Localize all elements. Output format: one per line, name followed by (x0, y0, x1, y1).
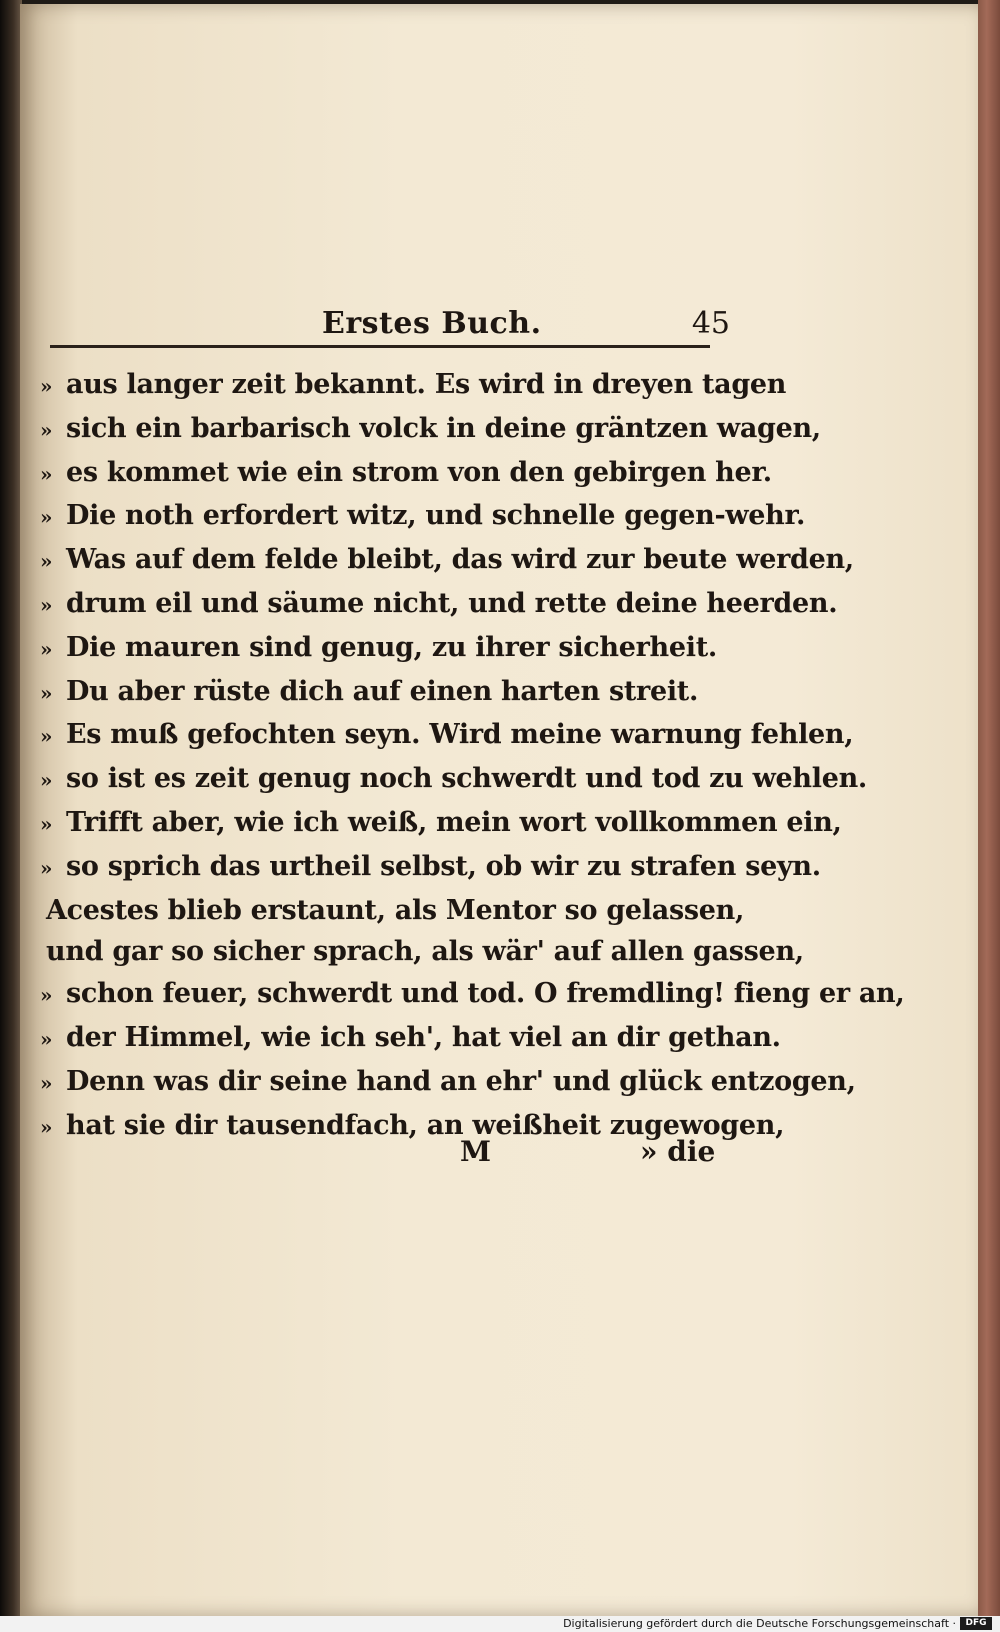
quote-mark: » (40, 636, 53, 661)
text-line (40, 495, 806, 539)
book-cover-edge (978, 0, 1000, 1632)
signature-mark: M (460, 1135, 491, 1168)
footer-credit: Digitalisierung gefördert durch die Deutsche Forschungsgemeinschaft · (563, 1617, 956, 1630)
text-line (40, 890, 745, 932)
line-text: Es muß gefochten seyn. Wird meine warnung fehlen, (66, 719, 854, 751)
text-line (40, 846, 821, 890)
quote-mark: » (40, 1114, 53, 1139)
line-text: drum eil und säume nicht, und rette deine heerden. (66, 587, 838, 619)
line-text: es kommet wie ein strom von den gebirgen her. (66, 456, 772, 488)
header-rule (50, 345, 710, 348)
line-text: Die mauren sind genug, zu ihrer sicherheit. (66, 631, 717, 663)
text-line (40, 758, 868, 802)
quote-mark: » (40, 549, 53, 574)
quote-mark: » (40, 417, 53, 442)
book-spine (0, 0, 22, 1632)
text-line (40, 364, 787, 408)
line-text: Denn was dir seine hand an ehr' und glück entzogen, (66, 1065, 856, 1097)
line-text: sich ein barbarisch volck in deine gräntzen wagen, (66, 412, 821, 444)
verse-text (40, 364, 905, 1148)
quote-mark: » (40, 1070, 53, 1095)
page-number: 45 (691, 306, 730, 341)
text-line (40, 408, 821, 452)
line-text: Du aber rüste dich auf einen harten streit. (66, 675, 699, 707)
line-text: und gar so sicher sprach, als wär' auf allen gassen, (46, 936, 804, 968)
quote-mark: » (40, 680, 53, 705)
running-title: Erstes Buch. (322, 306, 542, 341)
line-text: so sprich das urtheil selbst, ob wir zu strafen seyn. (66, 850, 821, 882)
text-line (40, 1105, 785, 1149)
text-line (40, 973, 905, 1017)
text-line (40, 539, 854, 583)
line-text: schon feuer, schwerdt und tod. O fremdling! fieng er an, (66, 978, 905, 1010)
text-line (40, 627, 720, 671)
dfg-logo: DFG (960, 1617, 992, 1630)
line-text: Die noth erfordert witz, und schnelle gegen-wehr. (66, 500, 806, 532)
quote-mark: » (40, 983, 53, 1008)
text-line (40, 1061, 856, 1105)
text-line (40, 802, 842, 846)
quote-mark: » (40, 461, 53, 486)
quote-mark: » (40, 724, 53, 749)
text-line (40, 452, 772, 496)
line-text: der Himmel, wie ich seh', hat viel an dir gethan. (66, 1021, 781, 1053)
page-header (50, 302, 730, 350)
line-text: Acestes blieb erstaunt, als Mentor so gelassen, (46, 894, 745, 926)
text-line (40, 931, 804, 973)
line-text: aus langer zeit bekannt. Es wird in dreyen tagen (66, 369, 787, 400)
text-line (40, 583, 838, 627)
line-text: Trifft aber, wie ich weiß, mein wort vollkommen ein, (66, 806, 842, 838)
line-text: hat sie dir tausendfach, an weißheit zugewogen, (66, 1109, 785, 1141)
quote-mark: » (40, 592, 53, 617)
catchword: » die (640, 1135, 716, 1168)
quote-mark: » (40, 811, 53, 836)
quote-mark: » (40, 768, 53, 793)
line-text: so ist es zeit genug noch schwerdt und tod zu wehlen. (66, 763, 868, 795)
quote-mark: » (40, 374, 53, 398)
quote-mark: » (40, 505, 53, 530)
quote-mark: » (40, 1026, 53, 1051)
text-line (40, 714, 854, 758)
line-text: Was auf dem felde bleibt, das wird zur beute werden, (66, 544, 854, 576)
text-line (40, 671, 720, 715)
quote-mark: » (40, 855, 53, 880)
text-line (40, 1017, 781, 1061)
